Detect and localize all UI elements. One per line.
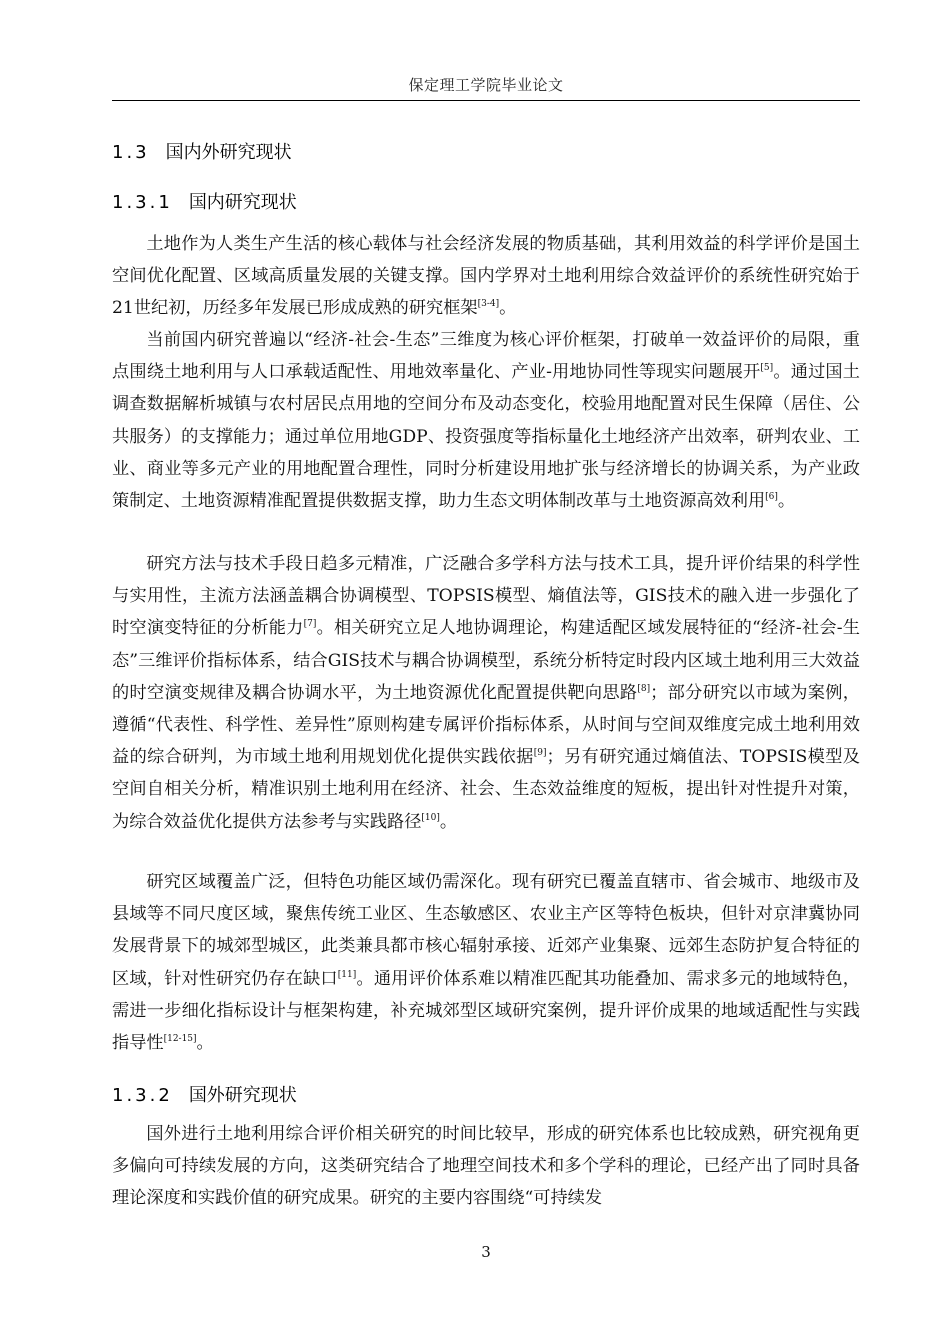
citation: [10] [421, 812, 440, 823]
paragraph-text: 。通过国土调查数据解析城镇与农村居民点用地的空间分布及动态变化，校验用地配置对民生保障（居住、公共服务）的支撑能力；通过单位用地GDP、投资强度等指标量化土地经济产出效率，研判农业、工业、商业等多元产业的用地配置合理性，同时分析建设用地扩张与经济增长的协调关系，为产业政策制定、土地资源精准配置提供数据支撑，助力生态文明体制改革与土地资源高效利用 [112, 362, 860, 512]
paragraph-text: 。 [777, 491, 796, 512]
section-number: 1.3.1 [112, 192, 173, 213]
paragraph-text: 当前国内研究普遍以“经济-社会-生态”三维度为核心评价框架，打破单一效益评价的局限，重点围绕土地利用与人口承载适配性、用地效率量化、产业-用地协同性等现实问题展开 [112, 330, 860, 383]
paragraph-text: 国外进行土地利用综合评价相关研究的时间比较早，形成的研究体系也比较成熟，研究视角更多偏向可持续发展的方向，这类研究结合了地理空间技术和多个学科的理论，已经产出了同时具备理论深度和实践价值的研究成果。研究的主要内容围绕“可持续发 [112, 1124, 860, 1209]
citation: [7] [303, 619, 317, 630]
section-title: 国内外研究现状 [165, 142, 292, 163]
citation: [9] [533, 748, 547, 759]
paragraph-1 [112, 228, 860, 325]
page-number: 3 [481, 1243, 491, 1261]
paragraph-text: 。通用评价体系难以精准匹配其功能叠加、需求多元的地域特色，需进一步细化指标设计与框架构建，补充城郊型区域研究案例，提升评价成果的地域适配性与实践指导性 [112, 968, 860, 1054]
citation: [8] [637, 683, 651, 694]
citation: [6] [765, 492, 778, 503]
citation: [12-15] [163, 1034, 197, 1045]
section-heading-1-3 [112, 138, 292, 164]
paragraph-3 [112, 548, 860, 838]
section-title: 国内研究现状 [188, 192, 297, 213]
paragraph-5 [112, 1118, 860, 1215]
citation: [11] [337, 969, 357, 980]
section-number: 1.3.2 [112, 1085, 173, 1106]
paragraph-text: 土地作为人类生产生活的核心载体与社会经济发展的物质基础，其利用效益的科学评价是国土空间优化配置、区域高质量发展的关键支撑。国内学界对土地利用综合效益评价的系统性研究始于21世纪初，历经多年发展已形成成熟的研究框架 [112, 234, 860, 319]
paragraph-4 [112, 866, 860, 1059]
paragraph-text: ；另有研究通过熵值法、TOPSIS模型及空间自相关分析，精准识别土地利用在经济、社会、生态效益维度的短板，提出针对性提升对策，为综合效益优化提供方法参考与实践路径 [112, 747, 860, 832]
paragraph-text: 。相关研究立足人地协调理论，构建适配区域发展特征的“经济-社会-生态”三维评价指标体系，结合GIS技术与耦合协调模型，系统分析特定时段内区域土地利用三大效益的时空演变规律及耦合协调水平，为土地资源优化配置提供靶向思路 [112, 618, 860, 703]
running-header: 保定理工学院毕业论文 [408, 76, 564, 94]
paragraph-text: 研究区域覆盖广泛，但特色功能区域仍需深化。现有研究已覆盖直辖市、省会城市、地级市及县域等不同尺度区域，聚焦传统工业区、生态敏感区、农业主产区等特色板块，但针对京津冀协同发展背景下的城郊型城区，此类兼具都市核心辐射承接、近郊产业集聚、远郊生态防护复合特征的区域，针对性研究仍存在缺口 [112, 872, 860, 989]
paragraph-text: ；部分研究以市域为案例，遵循“代表性、科学性、差异性”原则构建专属评价指标体系，从时间与空间双维度完成土地利用效益的综合研判，为市域土地利用规划优化提供实践依据 [112, 682, 860, 768]
section-title: 国外研究现状 [188, 1085, 297, 1106]
paragraph-text: 。 [196, 1033, 214, 1054]
section-heading-1-3-2 [112, 1081, 297, 1107]
header-rule [112, 100, 860, 101]
citation: [3-4] [477, 299, 500, 310]
paragraph-2 [112, 324, 860, 517]
citation: [5] [760, 363, 774, 374]
section-number: 1.3 [112, 142, 150, 163]
paragraph-text: 。 [499, 298, 517, 319]
paragraph-text: 研究方法与技术手段日趋多元精准，广泛融合多学科方法与技术工具，提升评价结果的科学性与实用性，主流方法涵盖耦合协调模型、TOPSIS模型、熵值法等，GIS技术的融入进一步强化了时空演变特征的分析能力 [112, 554, 860, 639]
section-heading-1-3-1 [112, 188, 297, 214]
paragraph-text: 。 [439, 811, 458, 832]
